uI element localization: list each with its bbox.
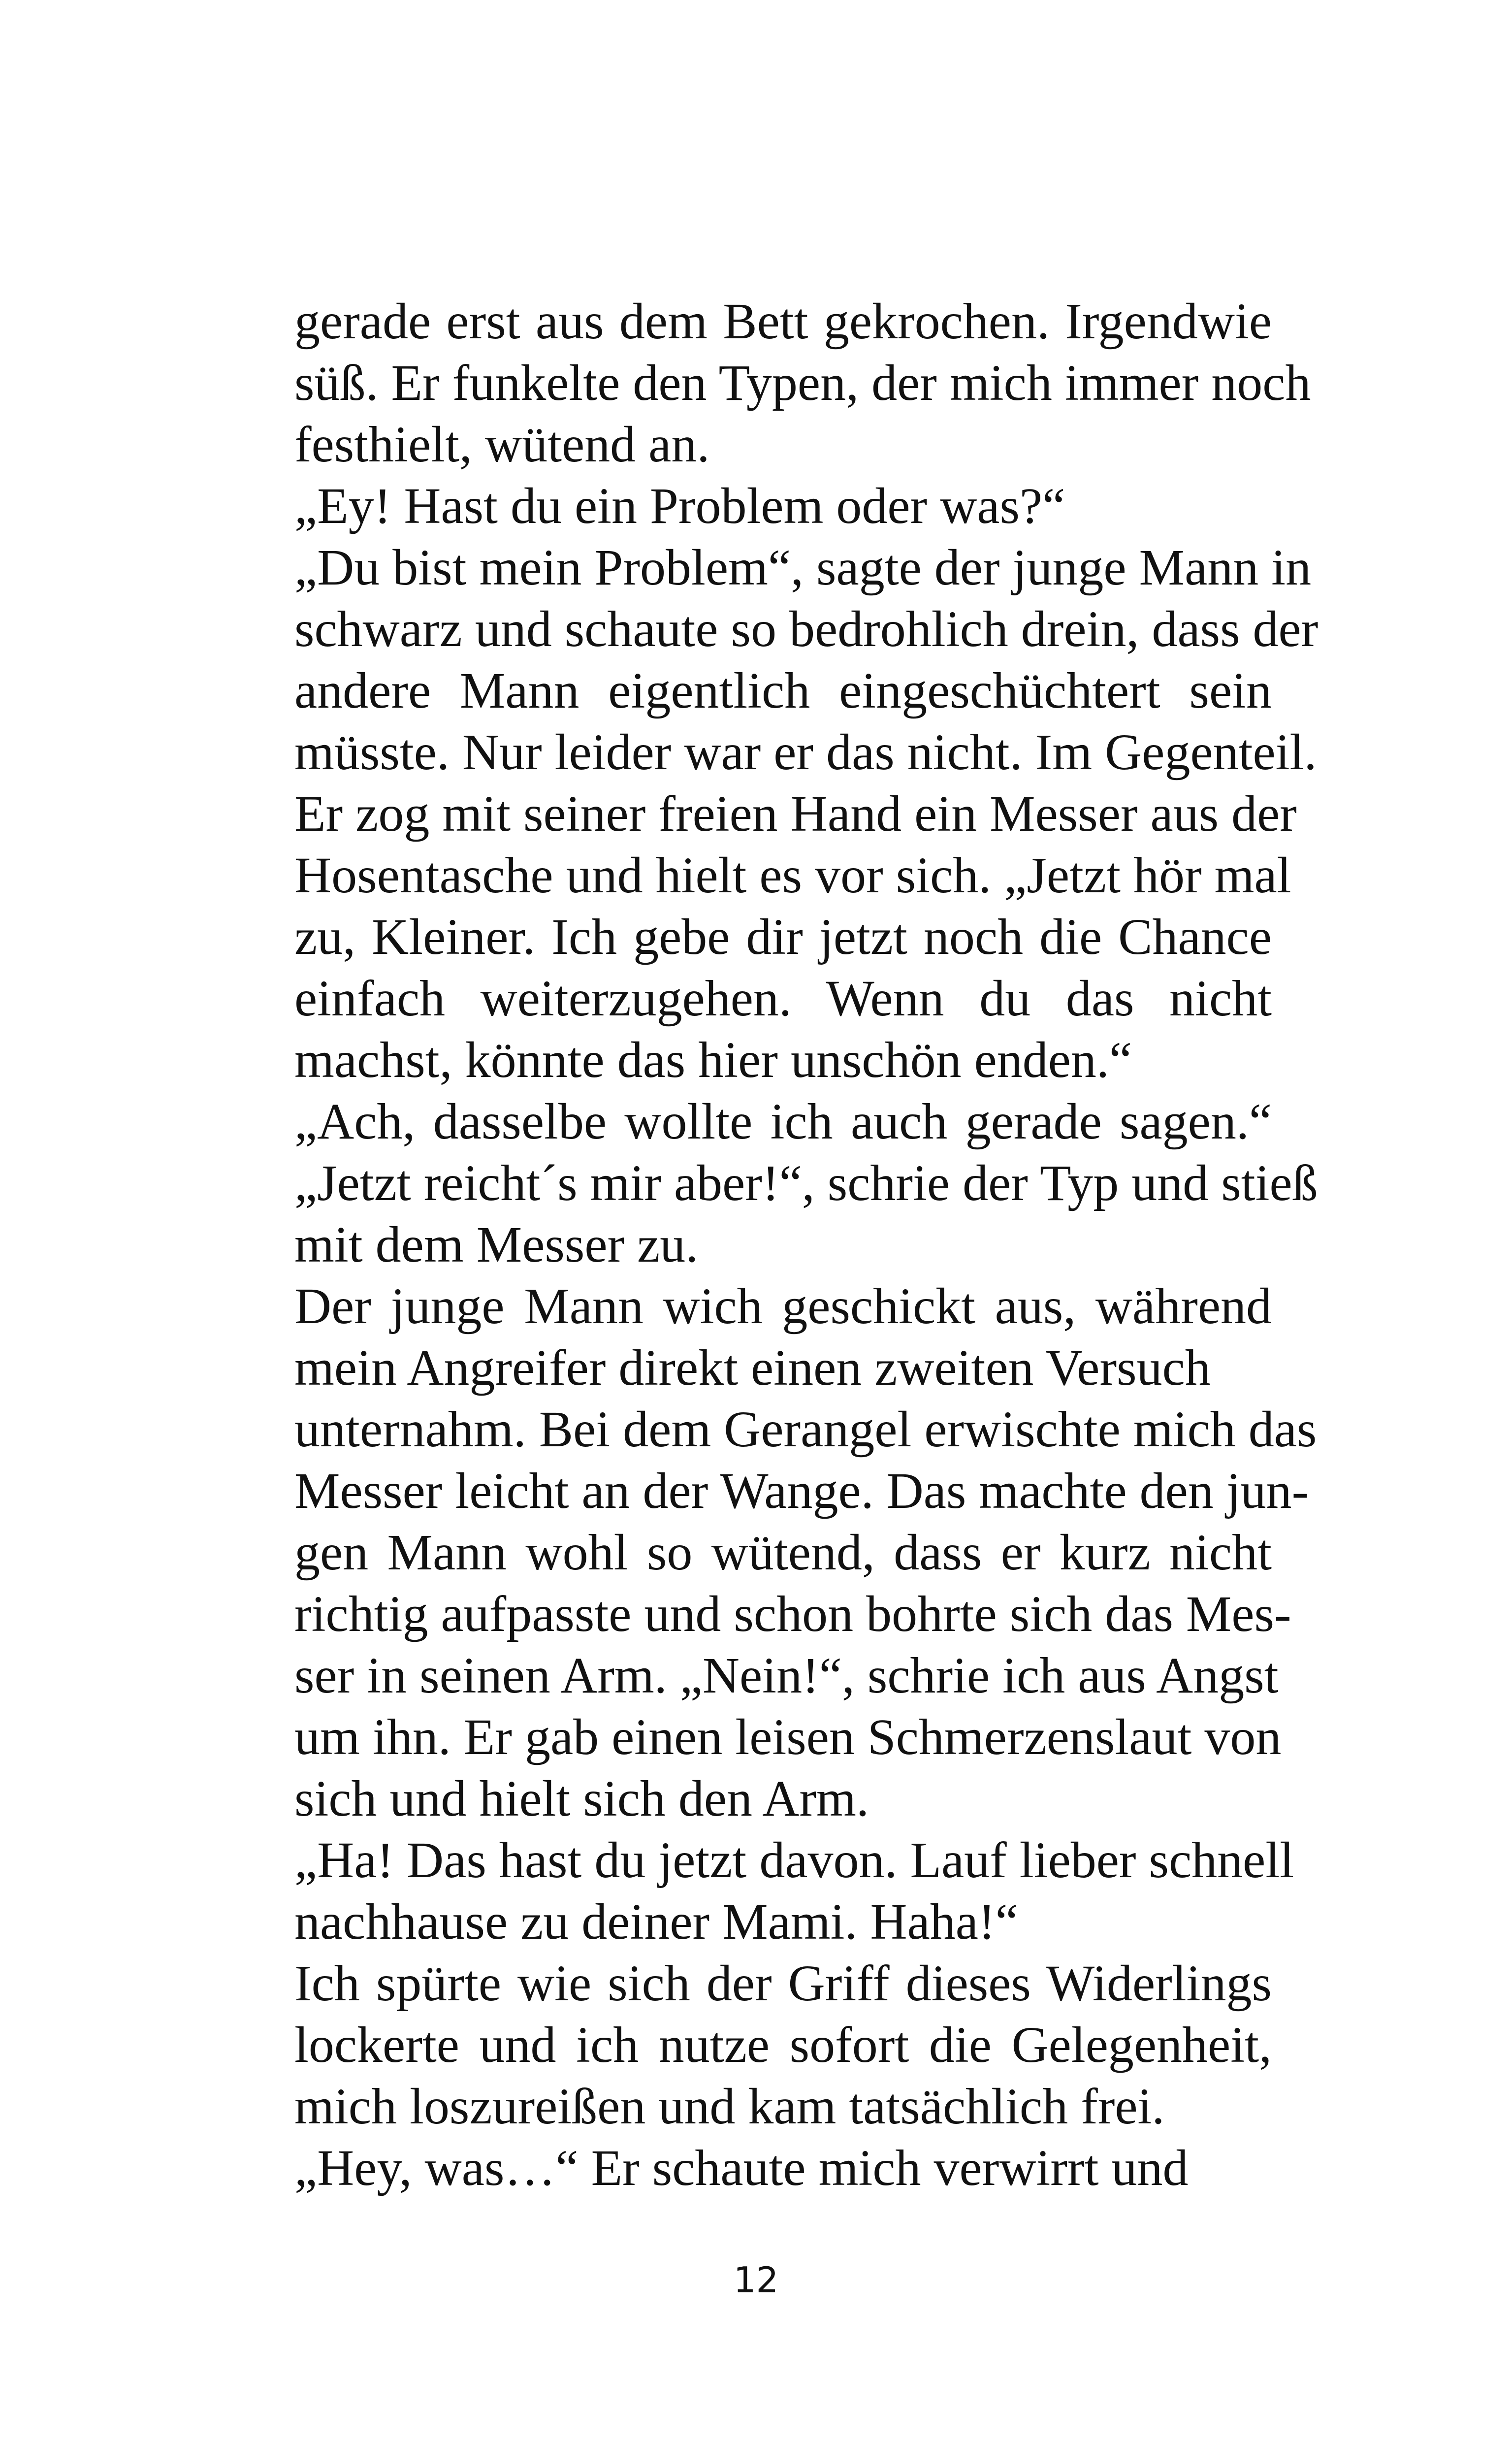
text-line: mein Angreifer direkt einen zweiten Versuch bbox=[294, 1339, 1211, 1396]
text-line: „Hey, was…“ Er schaute mich verwirrt und bbox=[294, 2140, 1189, 2196]
text-line: mich loszureißen und kam tatsächlich frei. bbox=[294, 2078, 1165, 2135]
text-line: richtig aufpasste und schon bohrte sich das Mes- bbox=[294, 1586, 1291, 1642]
text-line: „Du bist mein Problem“, sagte der junge Mann in bbox=[294, 539, 1312, 596]
text-line: Hosentasche und hielt es vor sich. „Jetzt hör mal bbox=[294, 847, 1291, 904]
text-line: schwarz und schaute so bedrohlich drein, dass der bbox=[294, 601, 1319, 657]
text-line: um ihn. Er gab einen leisen Schmerzenslaut von bbox=[294, 1709, 1282, 1765]
text-line: festhielt, wütend an. bbox=[294, 416, 710, 473]
text-line: Messer leicht an der Wange. Das machte den jun- bbox=[294, 1463, 1309, 1519]
text-line: „Ey! Hast du ein Problem oder was?“ bbox=[294, 478, 1065, 534]
text-line: Er zog mit seiner freien Hand ein Messer aus der bbox=[294, 785, 1297, 842]
text-line: andere Mann eigentlich eingeschüchtert sein bbox=[294, 662, 1272, 719]
text-line: süß. Er funkelte den Typen, der mich immer noch bbox=[294, 355, 1311, 411]
text-line: einfach weiterzugehen. Wenn du das nicht bbox=[294, 970, 1272, 1027]
text-line: sich und hielt sich den Arm. bbox=[294, 1770, 869, 1827]
text-line: müsste. Nur leider war er das nicht. Im Gegenteil. bbox=[294, 724, 1317, 781]
text-line: Ich spürte wie sich der Griff dieses Widerlings bbox=[294, 1955, 1272, 2012]
text-line: ser in seinen Arm. „Nein!“, schrie ich aus Angst bbox=[294, 1647, 1279, 1704]
text-line: „Ha! Das hast du jetzt davon. Lauf lieber schnell bbox=[294, 1832, 1294, 1889]
text-line: nachhause zu deiner Mami. Haha!“ bbox=[294, 1893, 1018, 1950]
text-line: zu, Kleiner. Ich gebe dir jetzt noch die Chance bbox=[294, 909, 1272, 965]
text-line: „Jetzt reicht´s mir aber!“, schrie der Typ und stieß bbox=[294, 1155, 1318, 1211]
text-line: gen Mann wohl so wütend, dass er kurz nicht bbox=[294, 1524, 1272, 1581]
text-line: machst, könnte das hier unschön enden.“ bbox=[294, 1032, 1132, 1088]
text-line: lockerte und ich nutze sofort die Gelegenheit, bbox=[294, 2017, 1272, 2073]
text-line: Der junge Mann wich geschickt aus, während bbox=[294, 1278, 1272, 1335]
text-line: „Ach, dasselbe wollte ich auch gerade sagen.“ bbox=[294, 1093, 1272, 1150]
text-line: mit dem Messer zu. bbox=[294, 1216, 699, 1273]
text-line: gerade erst aus dem Bett gekrochen. Irgendwie bbox=[294, 293, 1272, 350]
body-text bbox=[294, 291, 1319, 2199]
text-line: unternahm. Bei dem Gerangel erwischte mich das bbox=[294, 1401, 1317, 1458]
page-number: 12 bbox=[733, 2259, 779, 2301]
